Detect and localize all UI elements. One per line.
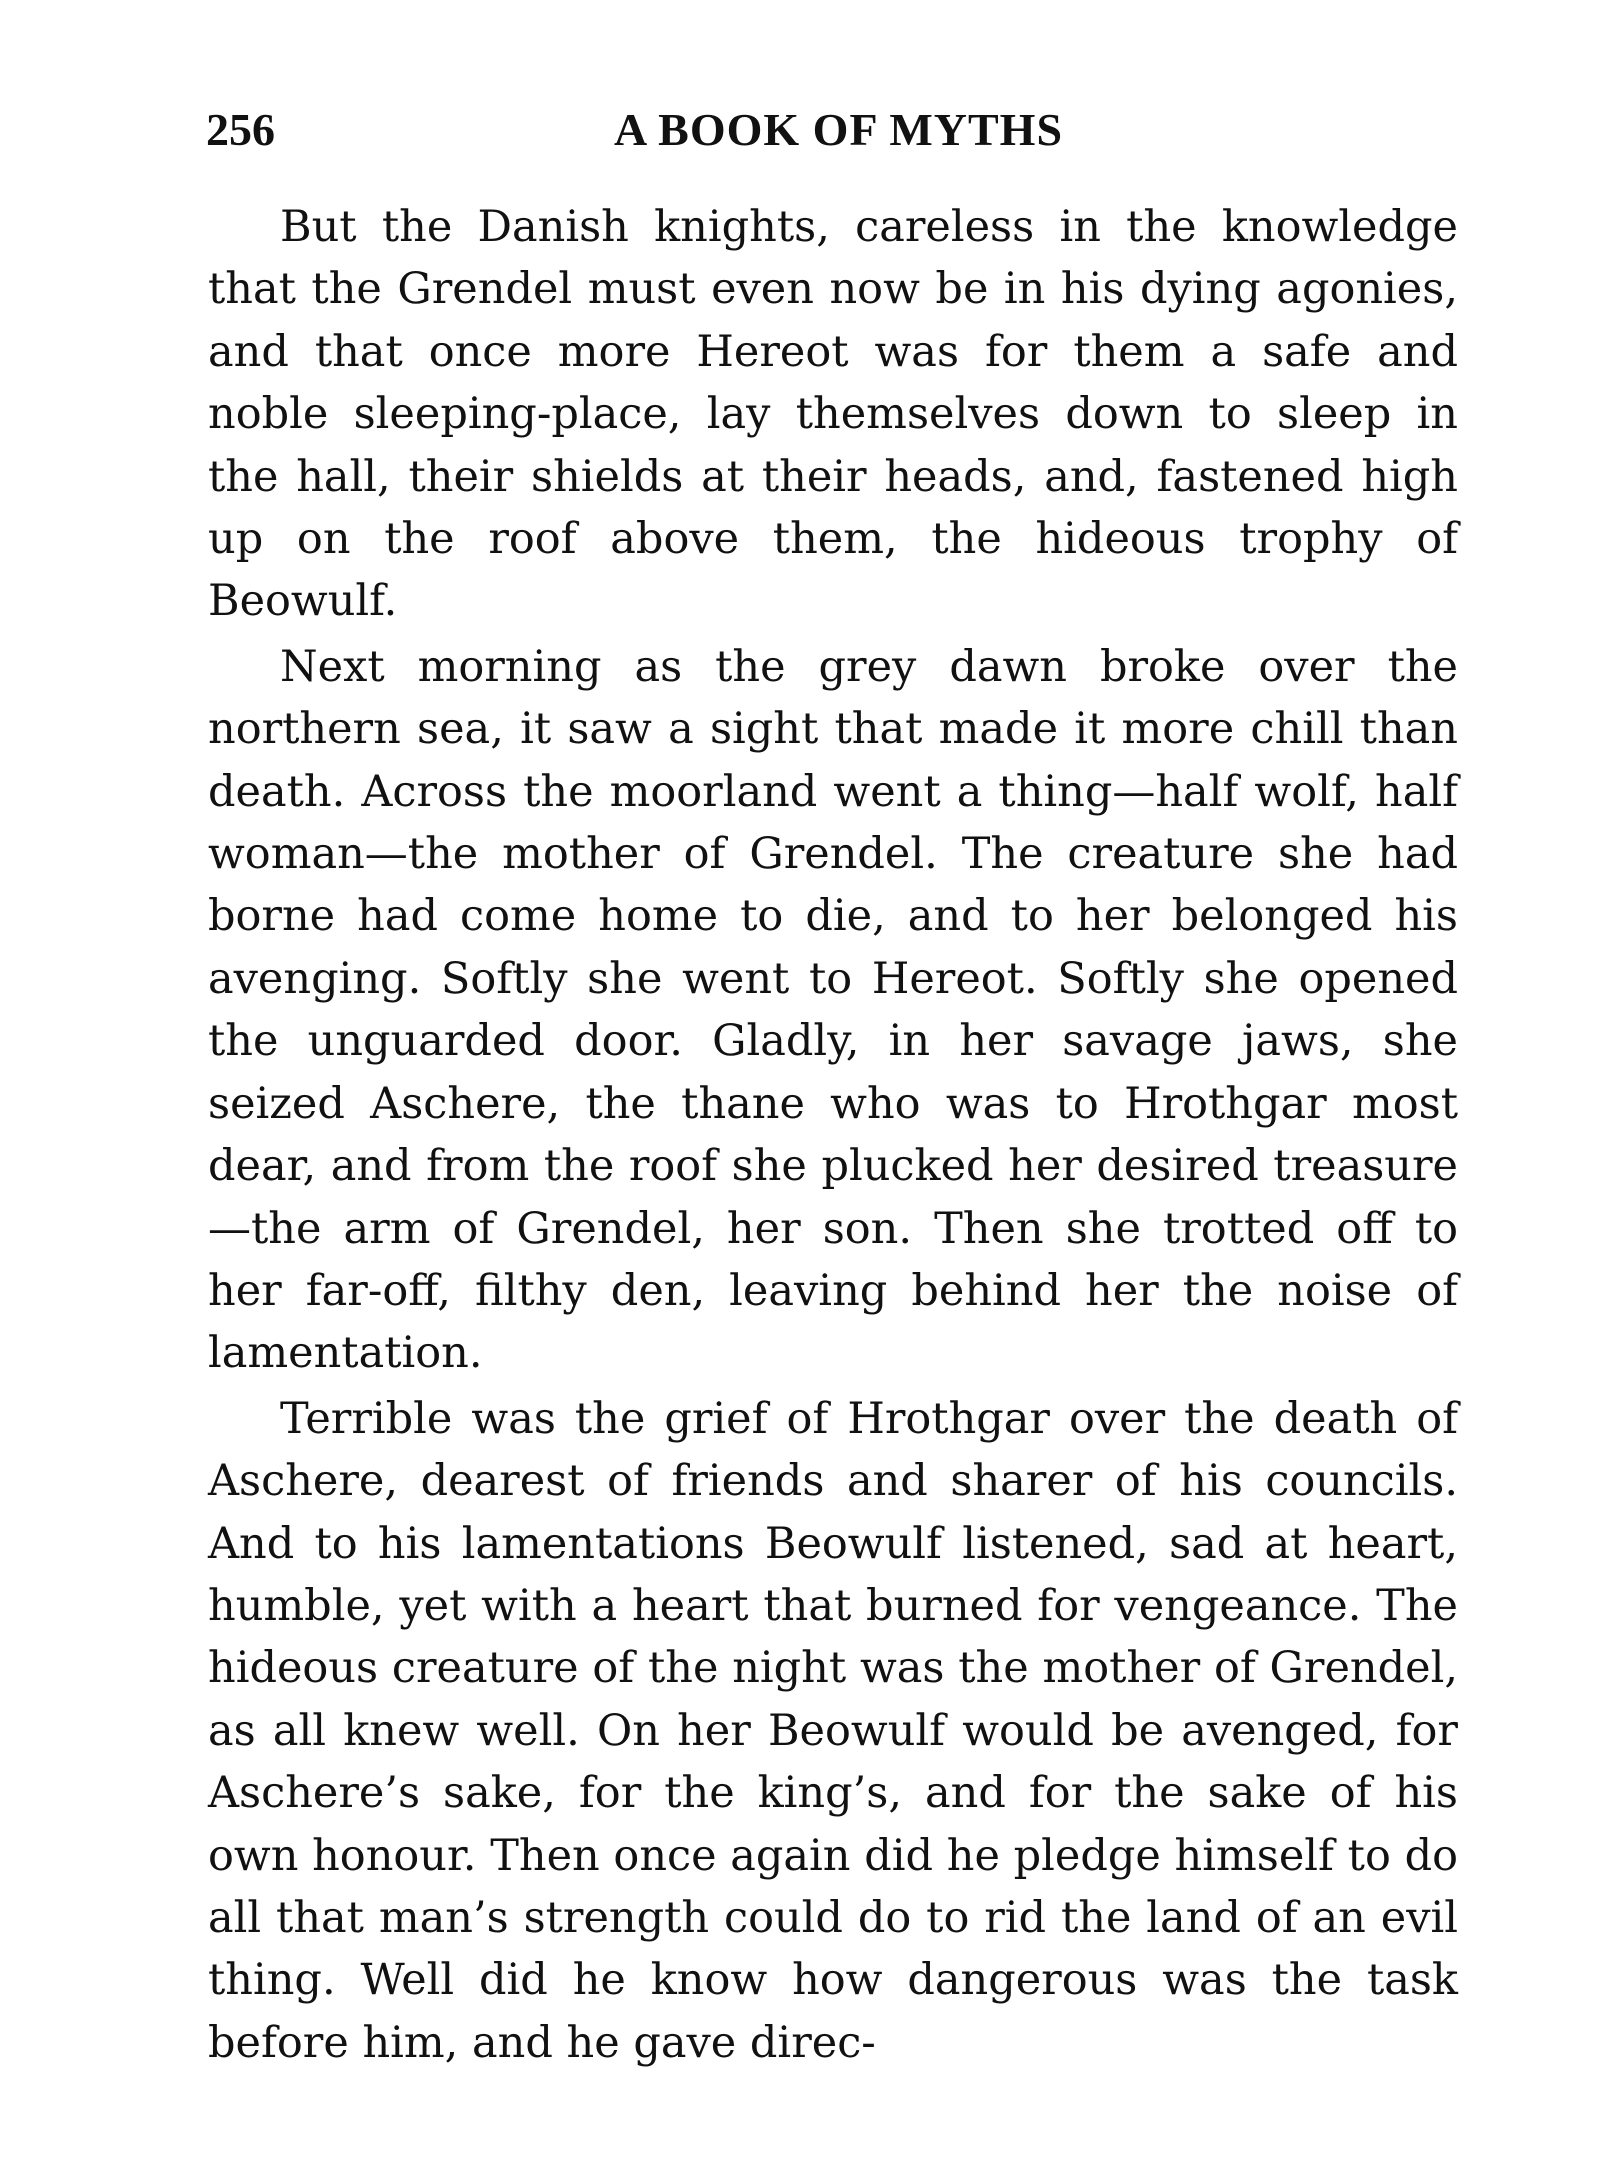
running-head: A BOOK OF MYTHS	[613, 104, 1064, 155]
paragraph: Next morning as the grey dawn broke over the northern sea, it saw a sight that made it more chill than death. Across the moorland went a thing—half wolf, half woman—the mother of Grendel. The creature she had borne had come home to die, and to her belonged his avenging. Softly she went to Hereot. Softly she opened the unguarded door. Gladly, in her savage jaws, she seized Aschere, the thane who was to Hrothgar most dear, and from the roof she plucked her desired treasure—the arm of Grendel, her son. Then she trotted off to her far-off, filthy den, leaving behind her the noise of lamentation.	[208, 641, 1458, 1379]
body-text	[208, 196, 1458, 2077]
page-header	[206, 100, 1471, 160]
page-number: 256	[206, 104, 275, 155]
paragraph: But the Danish knights, careless in the knowledge that the Grendel must even now be in his dying agonies, and that once more Hereot was for them a safe and noble sleeping-place, lay themselves down to sleep in the hall, their shields at their heads, and, fastened high up on the roof above them, the hideous trophy of Beowulf.	[208, 202, 1458, 627]
paragraph: Terrible was the grief of Hrothgar over the death of Aschere, dearest of friends and sharer of his councils. And to his lamentations Beowulf listened, sad at heart, humble, yet with a heart that burned for vengeance. The hideous creature of the night was the mother of Grendel, as all knew well. On her Beowulf would be avenged, for Aschere’s sake, for the king’s, and for the sake of his own honour. Then once again did he pledge himself to do all that man’s strength could do to rid the land of an evil thing. Well did he know how dangerous was the task before him, and he gave direc-	[208, 1393, 1458, 2068]
